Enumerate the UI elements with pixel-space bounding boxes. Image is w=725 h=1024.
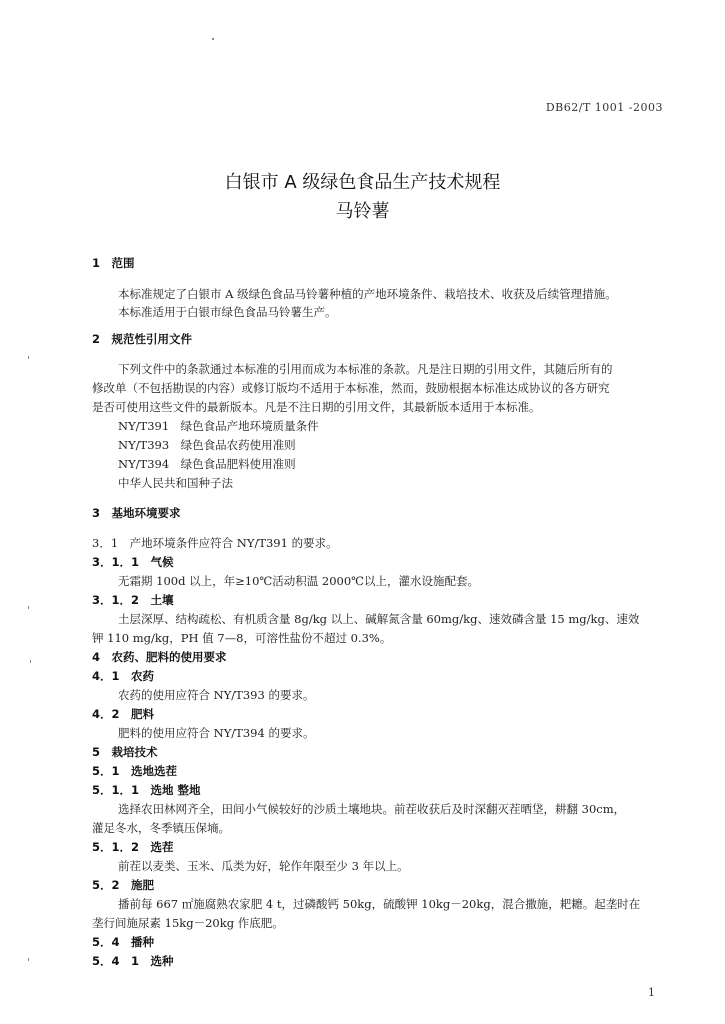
paragraph-line: 肥料的使用应符合 NY/T394 的要求。	[118, 726, 315, 740]
paragraph-line: 农药的使用应符合 NY/T393 的要求。	[118, 688, 315, 702]
paragraph-line: 选择农田林网齐全，田间小气候较好的沙质土壤地块。前茬收获后及时深翻灭茬晒垡，耕翻 30cm，	[118, 802, 626, 816]
standard-code: DB62/T 1001 -2003	[545, 101, 663, 114]
section-heading: 4 农药、肥料的使用要求	[92, 650, 227, 664]
clause: 3．1 产地环境条件应符合 NY/T391 的要求。	[92, 536, 338, 550]
section-heading: 2 规范性引用文件	[92, 332, 193, 346]
reference-item: NY/T391 绿色食品产地环境质量条件	[118, 419, 319, 433]
clause-heading: 3．1．2 土壤	[92, 593, 174, 607]
reference-item: 中华人民共和国种子法	[118, 476, 233, 490]
reference-item: NY/T393 绿色食品农药使用准则	[118, 438, 296, 452]
paragraph-line: 本标准规定了白银市 A 级绿色食品马铃薯种植的产地环境条件、栽培技术、收获及后续管理措施。	[118, 287, 617, 301]
clause-heading: 5．4 播种	[92, 935, 155, 949]
clause-heading: 3．1．1 气候	[92, 555, 174, 569]
paragraph-line: 下列文件中的条款通过本标准的引用而成为本标准的条款。凡是注日期的引用文件，其随后所有的	[118, 362, 613, 376]
paragraph-line: 无霜期 100d 以上，年≥10℃活动积温 2000℃以上，灌水设施配套。	[118, 574, 480, 588]
paragraph-line: 垄行间施尿素 15kg－20kg 作底肥。	[92, 916, 284, 930]
paragraph-line: 是否可使用这些文件的最新版本。凡是不注日期的引用文件，其最新版本适用于本标准。	[92, 400, 541, 414]
clause-heading: 5．1 选地选茬	[92, 764, 178, 778]
scan-speck	[28, 356, 29, 359]
paragraph-line: 本标准适用于白银市绿色食品马铃薯生产。	[118, 305, 337, 319]
clause-heading: 5．1．1 选地 整地	[92, 783, 201, 797]
page-number: 1	[648, 986, 655, 999]
document-subtitle: 马铃薯	[335, 201, 390, 222]
clause-heading: 5．4 1 选种	[92, 954, 174, 968]
paragraph-line: 修改单（不包括勘误的内容）或修订版均不适用于本标准，然而，鼓励根据本标准达成协议的各方研究	[92, 381, 610, 395]
clause-heading: 5．1．2 选茬	[92, 840, 174, 854]
paragraph-line: 播前每 667 ㎡施腐熟农家肥 4 t，过磷酸钙 50kg，硫酸钾 10kg－20kg，混合撒施，耙耱。起垄时在	[118, 897, 641, 911]
paragraph-line: 钾 110 mg/kg，PH 值 7—8，可溶性盐份不超过 0.3%。	[92, 631, 392, 645]
document-title: 白银市 A 级绿色食品生产技术规程	[224, 172, 501, 193]
clause-heading: 4．2 肥料	[92, 707, 155, 721]
section-heading: 3 基地环境要求	[92, 506, 181, 520]
scan-speck	[28, 958, 29, 961]
reference-item: NY/T394 绿色食品肥料使用准则	[118, 457, 296, 471]
paragraph-line: 前茬以麦类、玉米、瓜类为好，轮作年限至少 3 年以上。	[118, 859, 409, 873]
paragraph-line: 灌足冬水，冬季镇压保墒。	[92, 821, 230, 835]
scan-speck	[28, 606, 29, 609]
scan-speck	[30, 660, 31, 663]
scan-speck	[212, 38, 214, 40]
clause-heading: 4．1 农药	[92, 669, 155, 683]
clause-heading: 5．2 施肥	[92, 878, 155, 892]
section-heading: 1 范围	[92, 256, 135, 270]
section-heading: 5 栽培技术	[92, 745, 158, 759]
paragraph-line: 土层深厚、结构疏松、有机质含量 8g/kg 以上、碱解氮含量 60mg/kg、速效磷含量 15 mg/kg、速效	[118, 612, 640, 626]
